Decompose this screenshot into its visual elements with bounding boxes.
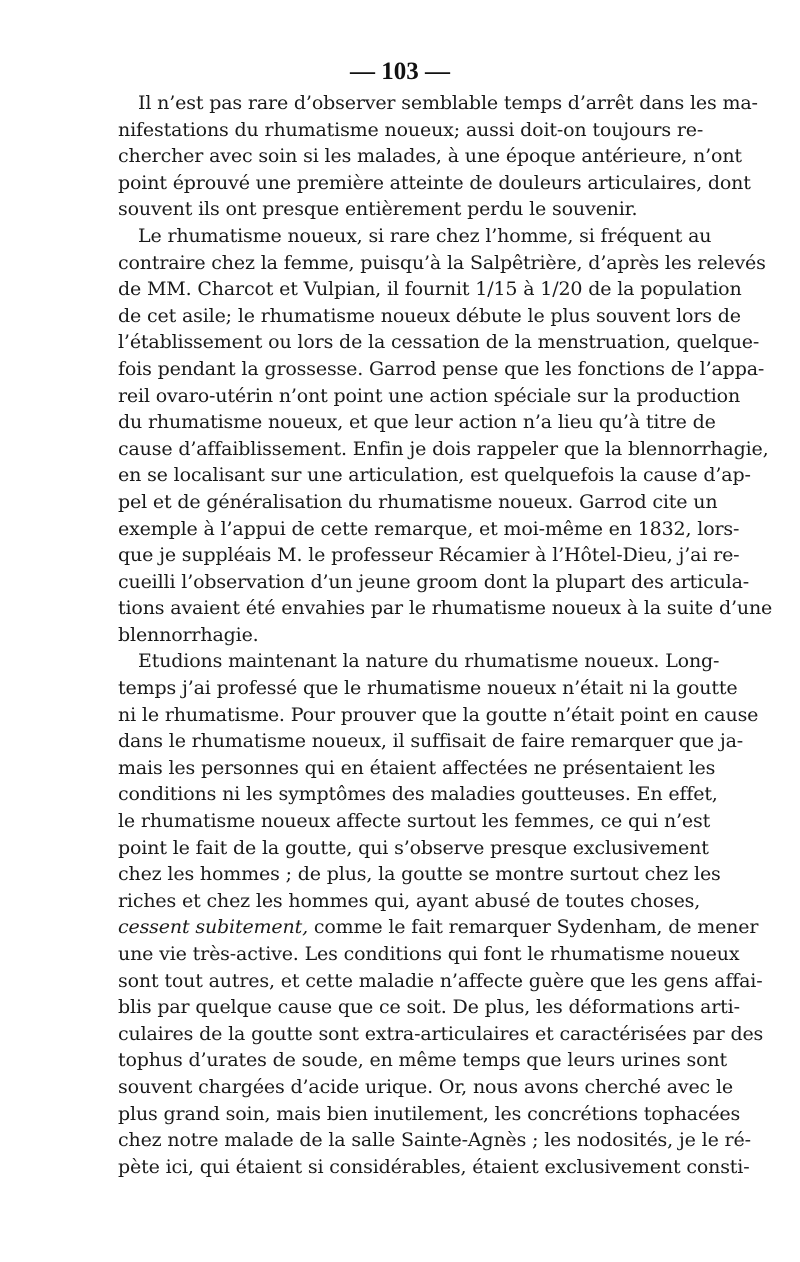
text-line: conditions ni les symptômes des maladies goutteuses. En effet, [118, 783, 718, 806]
text-line: exemple à l’appui de cette remarque, et moi-même en 1832, lors- [118, 517, 740, 540]
text-line: de MM. Charcot et Vulpian, il fournit 1/15 à 1/20 de la population [118, 278, 742, 301]
text-line: du rhumatisme noueux, et que leur action n’a lieu qu’à titre de [118, 411, 716, 434]
text-line: nifestations du rhumatisme noueux; aussi doit-on toujours re- [118, 118, 704, 141]
text-line: de cet asile; le rhumatisme noueux débute le plus souvent lors de [118, 304, 741, 327]
text-run: comme le fait remarquer Sydenham, de mener [307, 916, 759, 939]
text-line: tophus d’urates de soude, en même temps que leurs urines sont [118, 1049, 727, 1072]
text-line: blennorrhagie. [118, 623, 259, 646]
text-line: pel et de généralisation du rhumatisme noueux. Garrod cite un [118, 490, 718, 513]
text-line: pète ici, qui étaient si considérables, étaient exclusivement consti- [118, 1155, 750, 1178]
text-line: mais les personnes qui en étaient affectées ne présentaient les [118, 756, 716, 779]
text-line: Etudions maintenant la nature du rhumatisme noueux. Long- [138, 650, 720, 673]
text-line: Il n’est pas rare d’observer semblable temps d’arrêt dans les ma- [138, 92, 758, 114]
text-line: fois pendant la grossesse. Garrod pense que les fonctions de l’appa- [118, 357, 765, 380]
text-line: une vie très-active. Les conditions qui font le rhumatisme noueux [118, 943, 740, 965]
italic-text: cessent subitement, [118, 916, 308, 939]
text-line: en se localisant sur une articulation, est quelquefois la cause d’ap- [118, 464, 751, 487]
text-line: dans le rhumatisme noueux, il suffisait de faire remarquer que ja- [118, 730, 744, 753]
text-line: le rhumatisme noueux affecte surtout les femmes, ce qui n’est [118, 810, 711, 833]
text-line: contraire chez la femme, puisqu’à la Salpêtrière, d’après les relevés [118, 251, 766, 274]
text-line: temps j’ai professé que le rhumatisme noueux n’était ni la goutte [118, 677, 738, 700]
text-line: blis par quelque cause que ce soit. De plus, les déformations arti- [118, 996, 740, 1019]
text-line: cueilli l’observation d’un jeune groom dont la plupart des articula- [118, 570, 750, 593]
text-line: riches et chez les hommes qui, ayant abusé de toutes choses, [118, 889, 701, 912]
text-line: chez notre malade de la salle Sainte-Agnès ; les nodosités, je le ré- [118, 1129, 751, 1152]
text-line: chez les hommes ; de plus, la goutte se montre surtout chez les [118, 863, 721, 886]
page-number: — 103 — [350, 58, 450, 85]
text-line: point le fait de la goutte, qui s’observe presque exclusivement [118, 836, 709, 859]
text-line: culaires de la goutte sont extra-articulaires et caractérisées par des [118, 1022, 764, 1045]
text-line: point éprouvé une première atteinte de douleurs articulaires, dont [118, 171, 751, 194]
text-line: l’établissement ou lors de la cessation de la menstruation, quelque- [118, 331, 760, 354]
text-line: que je suppléais M. le professeur Récamier à l’Hôtel-Dieu, j’ai re- [118, 544, 740, 567]
text-line: reil ovaro-utérin n’ont point une action spéciale sur la production [118, 384, 741, 407]
text-line: sont tout autres, et cette maladie n’affecte guère que les gens affai- [118, 969, 763, 992]
text-line: souvent ils ont presque entièrement perdu le souvenir. [118, 198, 638, 221]
text-line: tions avaient été envahies par le rhumatisme noueux à la suite d’une [118, 597, 773, 620]
text-line: souvent chargées d’acide urique. Or, nous avons cherché avec le [118, 1075, 733, 1098]
text-line: plus grand soin, mais bien inutilement, les concrétions tophacées [118, 1102, 741, 1125]
text-line: ni le rhumatisme. Pour prouver que la goutte n’était point en cause [118, 703, 759, 726]
text-line [118, 914, 759, 941]
text-line: chercher avec soin si les malades, à une époque antérieure, n’ont [118, 145, 742, 168]
text-line: Le rhumatisme noueux, si rare chez l’homme, si fréquent au [138, 224, 712, 247]
body-text [118, 90, 773, 1180]
text-line: cause d’affaiblissement. Enfin je dois rappeler que la blennorrhagie, [118, 437, 769, 460]
